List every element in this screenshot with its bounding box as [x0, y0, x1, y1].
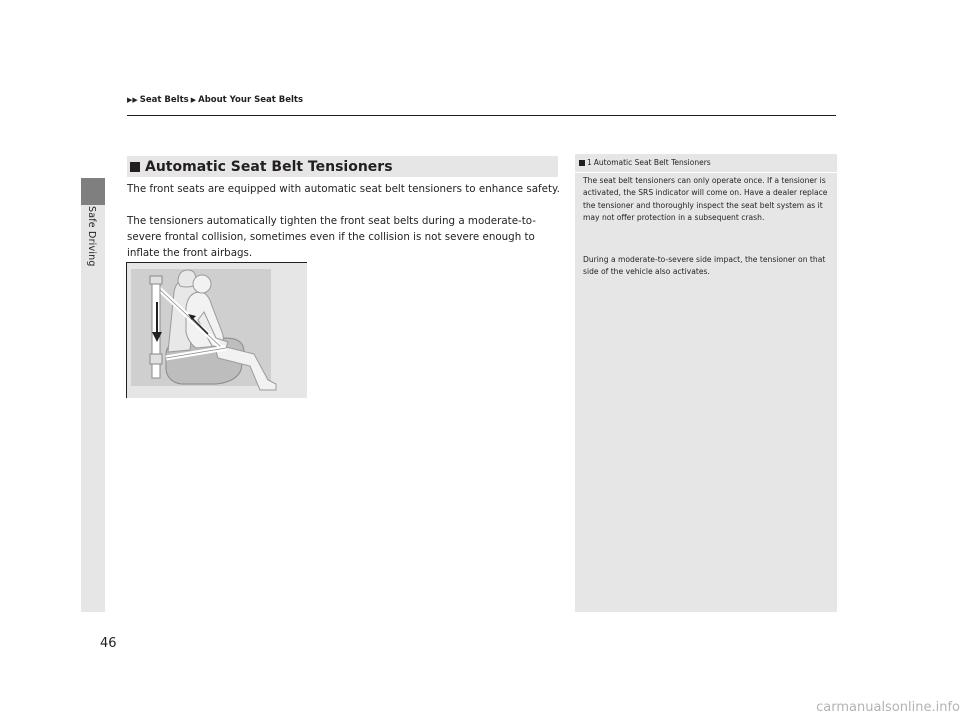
- body-paragraph-1: The front seats are equipped with automatic seat belt tensioners to enhance safety.: [127, 183, 560, 195]
- section-title: Automatic Seat Belt Tensioners: [145, 158, 393, 175]
- note-heading: [579, 158, 711, 167]
- breadcrumb-item-about-seat-belts[interactable]: About Your Seat Belts: [198, 95, 304, 105]
- watermark: carmanualsonline.info: [816, 700, 960, 715]
- note-paragraph-2: During a moderate-to-severe side impact, the tensioner on that side of the vehicle also activates.: [583, 255, 826, 277]
- breadcrumb: [127, 95, 303, 105]
- note-paragraph-1: The seat belt tensioners can only operate once. If a tensioner is activated, the SRS indicator will come on. Have a dealer replace the tensioner and thoroughly inspect the seat belt system as it may not offer protection in a subsequent crash.: [583, 176, 828, 223]
- note-title: Automatic Seat Belt Tensioners: [593, 158, 711, 167]
- square-bullet-icon: [130, 162, 140, 172]
- arrow-icon: ▶: [190, 96, 197, 104]
- header-divider: [127, 115, 836, 116]
- section-heading: [127, 156, 558, 177]
- double-arrow-icon: ▶▶: [127, 96, 138, 104]
- section-tab: [81, 178, 105, 205]
- seat-belt-tensioner-illustration: [126, 262, 307, 398]
- note-panel: [575, 154, 837, 612]
- note-marker-icon: [579, 160, 585, 166]
- body-paragraph-2: The tensioners automatically tighten the front seat belts during a moderate-to-severe frontal collision, sometimes even if the collision is not severe enough to inflate the front airbags.: [127, 215, 536, 259]
- breadcrumb-item-seat-belts[interactable]: Seat Belts: [139, 95, 189, 105]
- note-number: 1: [587, 158, 592, 167]
- note-divider: [575, 172, 837, 173]
- page-number: 46: [100, 636, 117, 651]
- sidebar-section-label: Safe Driving: [86, 206, 97, 267]
